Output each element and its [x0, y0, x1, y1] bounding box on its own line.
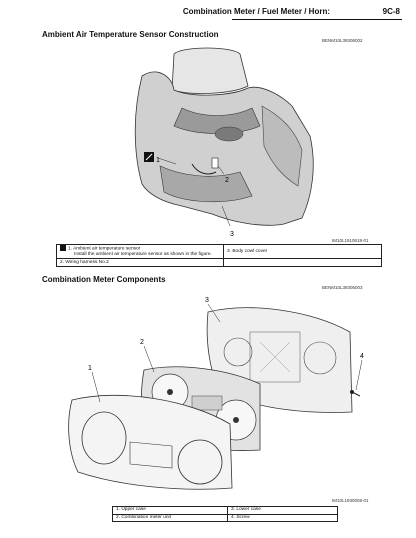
- section1-legend-table: [56, 244, 382, 267]
- section2-legend-table: [112, 506, 338, 522]
- legend-row1-left: 1. Ambient air temperature sensor Install the ambient air temperature sensor as shown in the figure.: [57, 245, 224, 259]
- legend-row1-right: 3. Body cowl cover: [224, 245, 382, 259]
- legend-row2-left: 2. Wiring harness No.2: [57, 259, 224, 267]
- warning-icon: [60, 245, 66, 251]
- legend-row2-right: [224, 259, 382, 267]
- header-title: Combination Meter / Fuel Meter / Horn:: [182, 7, 330, 16]
- callout-3: 3: [230, 231, 234, 238]
- page-number: 9C-8: [382, 7, 400, 16]
- callout-1: 1: [156, 157, 160, 164]
- callout-2: 2: [140, 339, 144, 346]
- legend-meter-unit: 2. Combination meter unit: [113, 514, 228, 522]
- header-rule: [232, 19, 402, 20]
- callout-1: 1: [88, 365, 92, 372]
- legend-lower-case: 3. Lower case: [228, 507, 338, 515]
- callout-3: 3: [205, 297, 209, 304]
- callout-4: 4: [360, 353, 364, 360]
- section2-title: Combination Meter Components: [42, 275, 166, 284]
- callout-2: 2: [225, 177, 229, 184]
- legend-upper-case: 1. Upper case: [113, 507, 228, 515]
- meter-exploded-illustration: [60, 292, 370, 498]
- section1-title: Ambient Air Temperature Sensor Construction: [42, 30, 219, 39]
- legend-screw: 4. Screw: [228, 514, 338, 522]
- section1-fig-code: IM10L1910618-01: [332, 238, 369, 243]
- section1-ref-code: BENM10L39306002: [322, 38, 363, 43]
- sensor-location-illustration: [112, 46, 342, 242]
- page-header: [0, 0, 416, 22]
- section2-ref-code: BENM10L39306003: [322, 285, 363, 290]
- section2-fig-code: IM10L1930008-01: [332, 498, 369, 503]
